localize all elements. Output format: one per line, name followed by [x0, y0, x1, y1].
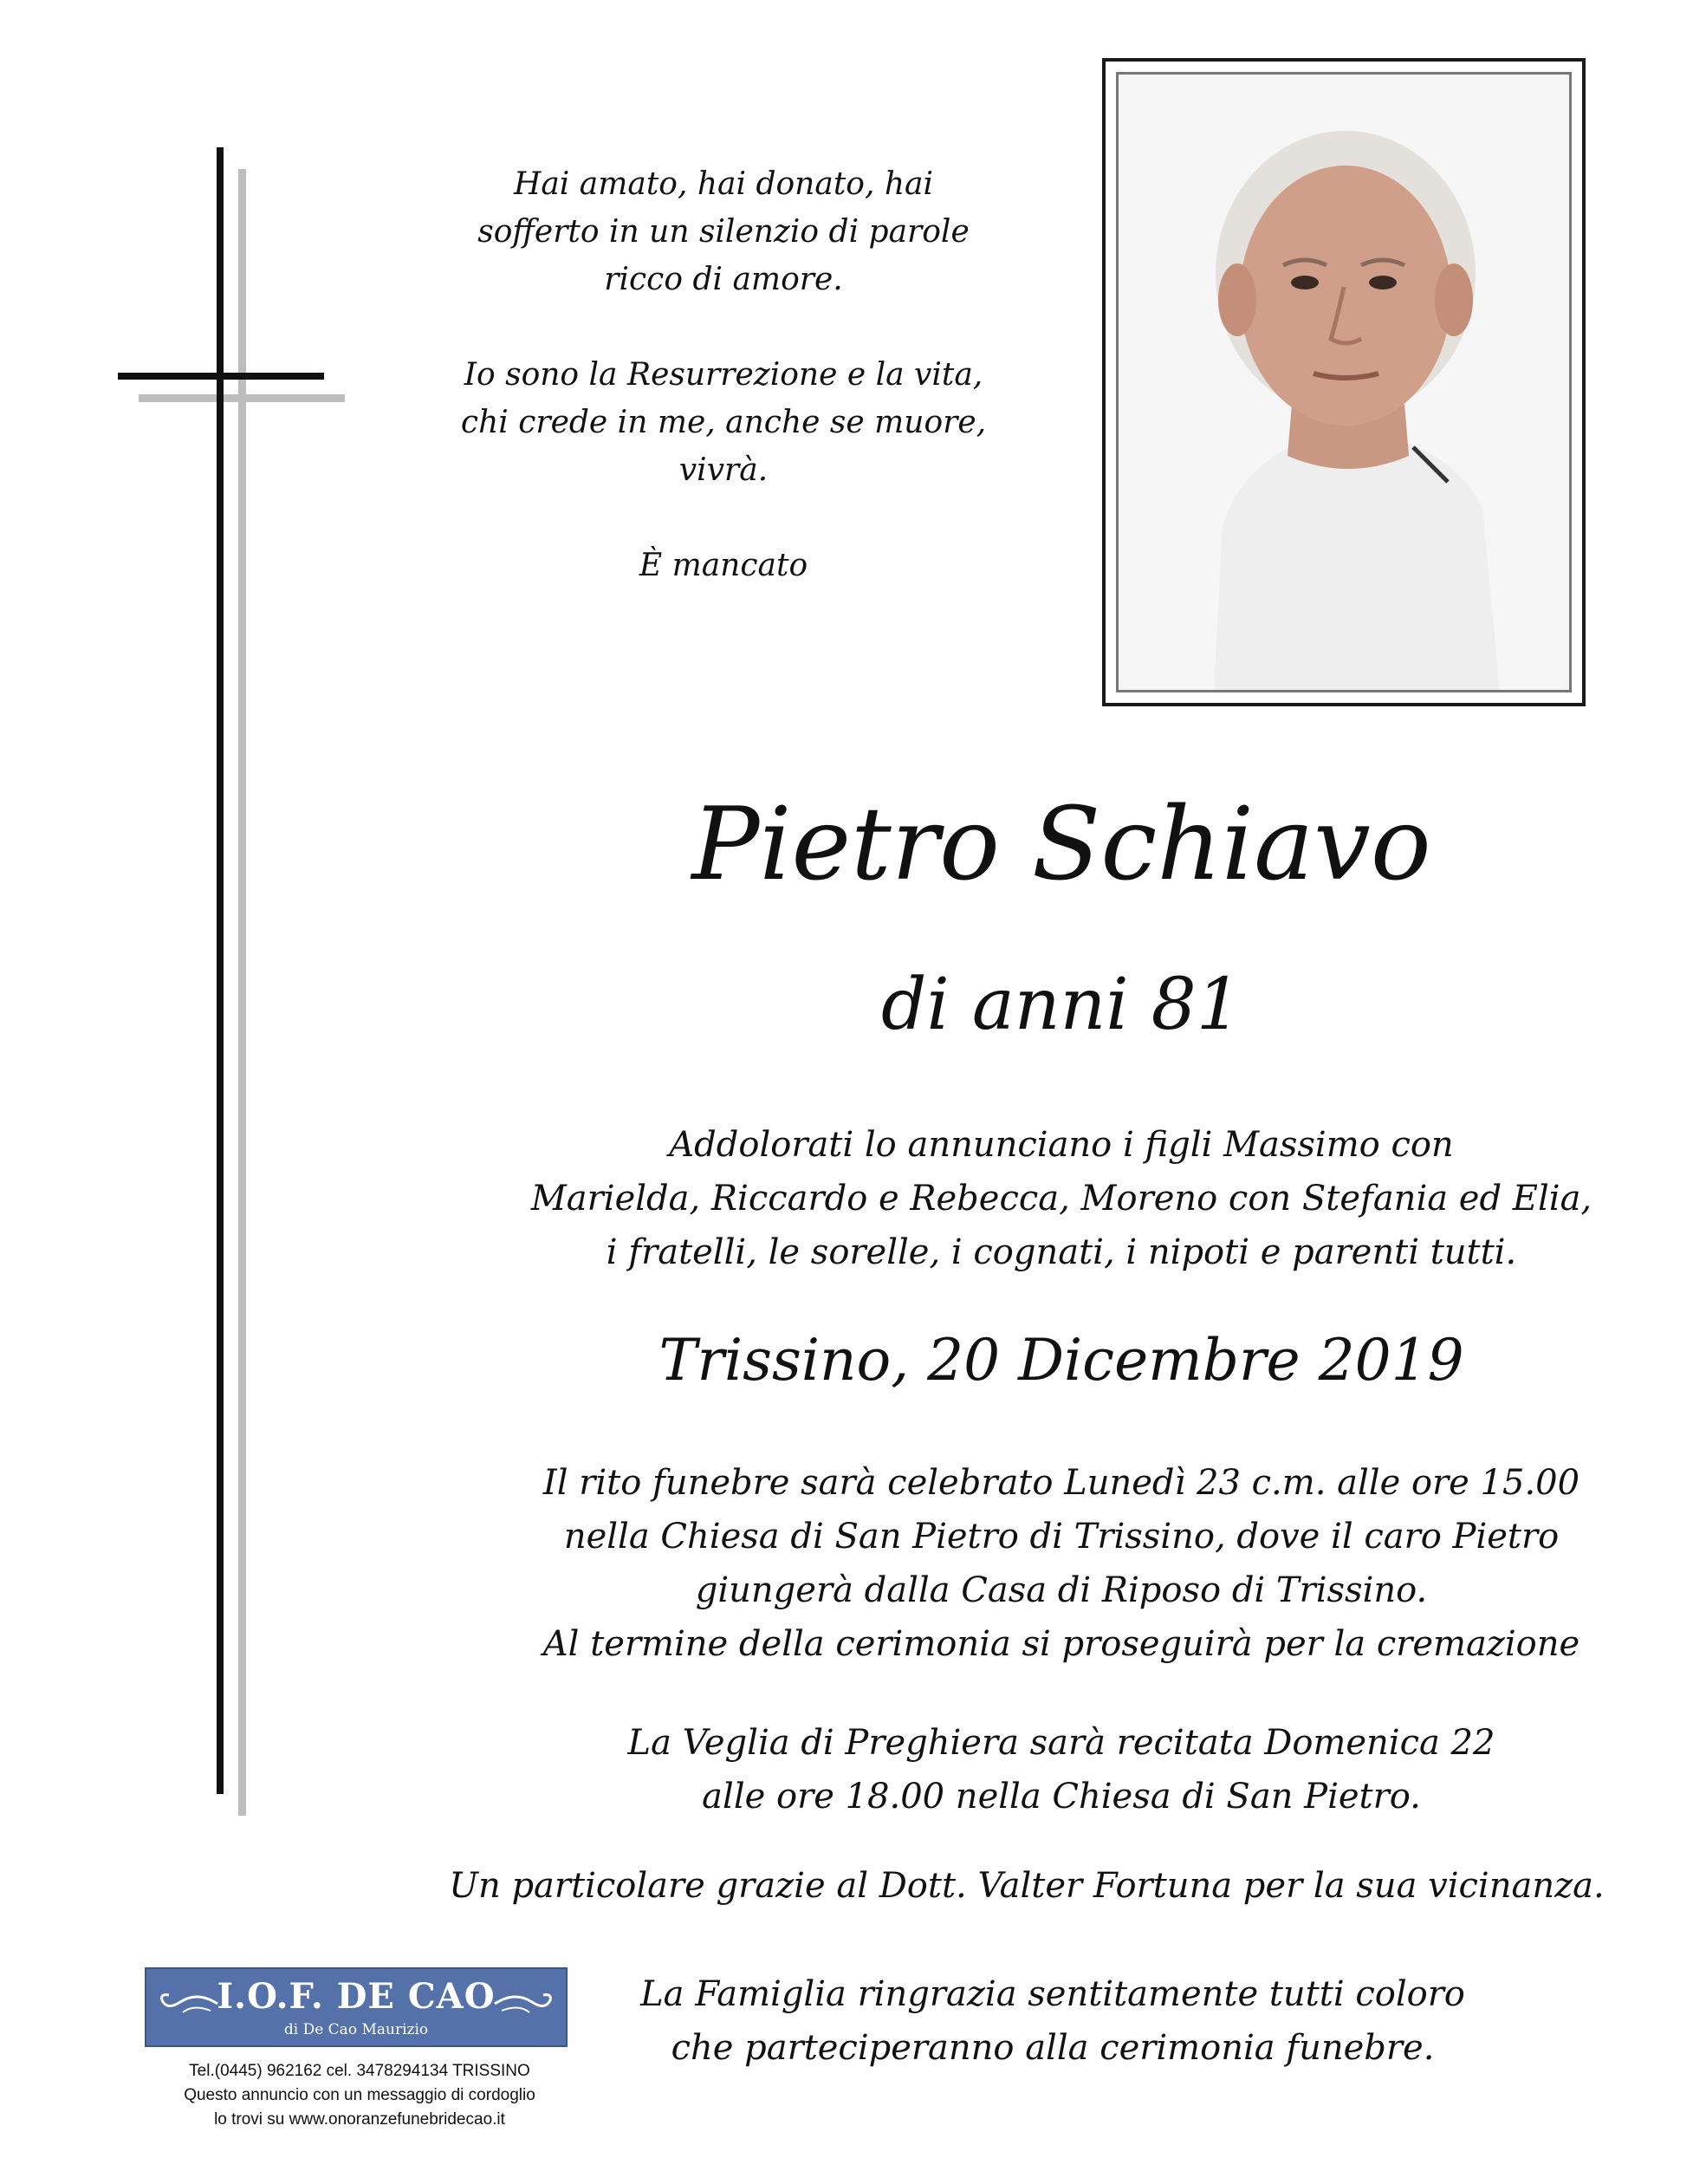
- portrait-frame: [1102, 58, 1586, 706]
- cross-horizontal: [118, 373, 324, 380]
- agency-subtitle: di De Cao Maurizio: [283, 2021, 429, 2038]
- family-thanks-line: La Famiglia ringrazia sentitamente tutti coloro: [640, 1974, 1465, 2014]
- announcement-line: i fratelli, le sorelle, i cognati, i nipoti e parenti tutti.: [606, 1232, 1517, 1272]
- prayer-vigil: [416, 1716, 1706, 1823]
- vigil-line: La Veglia di Preghiera sarà recitata Domenica 22: [627, 1723, 1495, 1763]
- family-thanks-line: che parteciperanno alla cerimonia funebre.: [671, 2028, 1435, 2068]
- rite-line: giungerà dalla Casa di Riposo di Trissino.: [695, 1570, 1428, 1610]
- verse-line: sofferto in un silenzio di parole: [477, 214, 970, 250]
- funeral-rite: [416, 1456, 1706, 1671]
- cross-vertical: [217, 147, 224, 1794]
- family-thanks: [520, 1967, 1586, 2075]
- verse-line: Io sono la Resurrezione e la vita,: [464, 357, 983, 393]
- cross-shadow-horizontal: [139, 394, 345, 402]
- rite-line: Il rito funebre sarà celebrato Lunedì 23 c.m. alle ore 15.00: [542, 1463, 1580, 1503]
- announcement-line: Addolorati lo annunciano i figli Massimo con: [669, 1125, 1454, 1165]
- verse-stanza-2: [407, 351, 1040, 494]
- cross-shadow-vertical: [238, 169, 246, 1816]
- verse-stanza-3: [407, 542, 1040, 589]
- announcement-line: Marielda, Riccardo e Rebecca, Moreno con Stefania ed Elia,: [530, 1179, 1592, 1219]
- vigil-line: alle ore 18.00 nella Chiesa di San Pietro.: [702, 1777, 1421, 1817]
- verse-line: È mancato: [639, 548, 808, 583]
- verse-line: vivrà.: [678, 452, 769, 488]
- place-date: Trissino, 20 Dicembre 2019: [658, 1327, 1464, 1394]
- agency-name: I.O.F. DE CAO: [217, 1976, 496, 2017]
- rite-line: Al termine della cerimonia si proseguirà per la cremazione: [542, 1624, 1580, 1664]
- agency-website: lo trovi su www.onoranzefunebridecao.it: [214, 2110, 505, 2129]
- agency-contact: Tel.(0445) 962162 cel. 3478294134 TRISSINO: [189, 2062, 530, 2080]
- portrait-figure: [1119, 75, 1570, 691]
- special-thanks: Un particolare grazie al Dott. Valter Fortuna per la sua vicinanza.: [449, 1866, 1605, 1906]
- agency-logo: [145, 1967, 568, 2047]
- deceased-age: di anni 81: [881, 964, 1242, 1046]
- verse-stanza-1: [407, 160, 1040, 303]
- deceased-name: Pietro Schiavo: [691, 786, 1431, 903]
- verse-line: chi crede in me, anche se muore,: [460, 405, 987, 440]
- verse-line: ricco di amore.: [604, 262, 843, 297]
- agency-message: Questo annuncio con un messaggio di cordoglio: [184, 2086, 535, 2104]
- rite-line: nella Chiesa di San Pietro di Trissino, dove il caro Pietro: [563, 1517, 1560, 1557]
- announcement: [416, 1118, 1706, 1279]
- portrait-photo: [1116, 72, 1572, 692]
- verse-line: Hai amato, hai donato, hai: [513, 166, 934, 202]
